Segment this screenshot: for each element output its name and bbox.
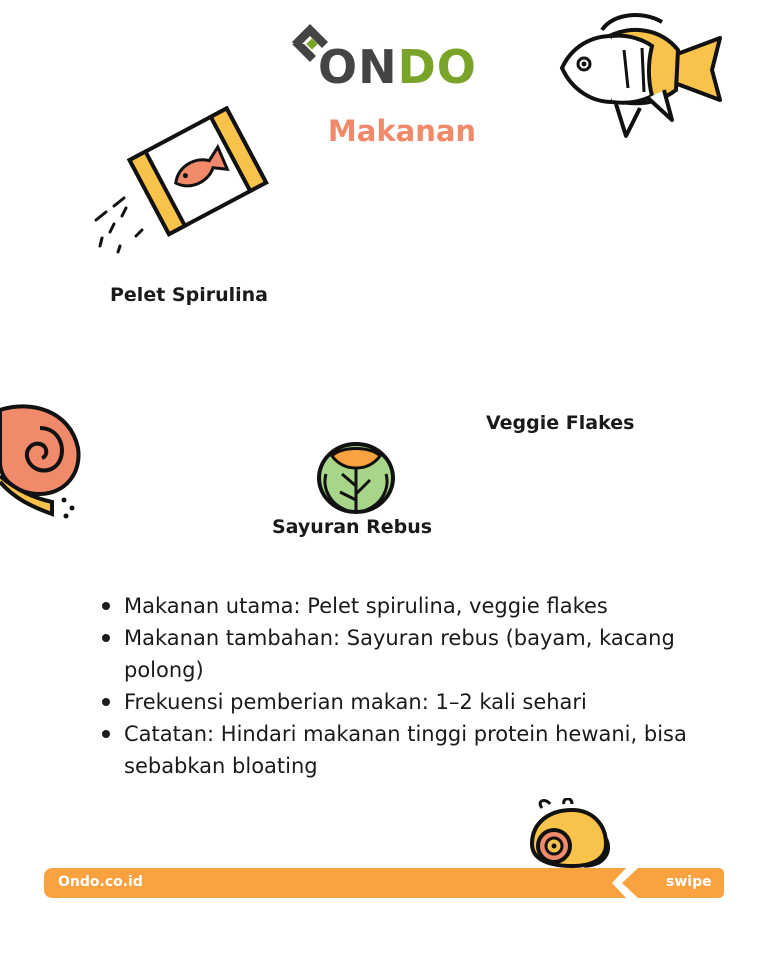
cabbage-icon	[316, 438, 396, 514]
food-packet-icon	[92, 106, 272, 266]
footer-site-link[interactable]: Ondo.co.id	[58, 874, 143, 890]
food-label-pelet: Pelet Spirulina	[110, 284, 268, 306]
page-subtitle: Makanan	[327, 114, 477, 148]
fish-icon	[552, 10, 728, 142]
food-label-sayuran: Sayuran Rebus	[272, 516, 433, 538]
brand-name-part1: ON	[318, 40, 398, 94]
list-item: Frekuensi pemberian makan: 1–2 kali sehari	[102, 686, 702, 718]
food-label-veggie: Veggie Flakes	[486, 412, 635, 434]
brand-name-part2: DO	[397, 40, 477, 94]
list-item: Catatan: Hindari makanan tinggi protein hewani, bisa sebabkan bloating	[102, 718, 702, 782]
swipe-button[interactable]: swipe	[666, 874, 712, 890]
small-snail-icon	[528, 798, 612, 868]
list-item: Makanan tambahan: Sayuran rebus (bayam, kacang polong)	[102, 622, 702, 686]
feeding-info-list	[102, 590, 702, 782]
brand-wordmark	[318, 40, 477, 94]
snail-icon	[0, 402, 82, 522]
list-item: Makanan utama: Pelet spirulina, veggie flakes	[102, 590, 702, 622]
